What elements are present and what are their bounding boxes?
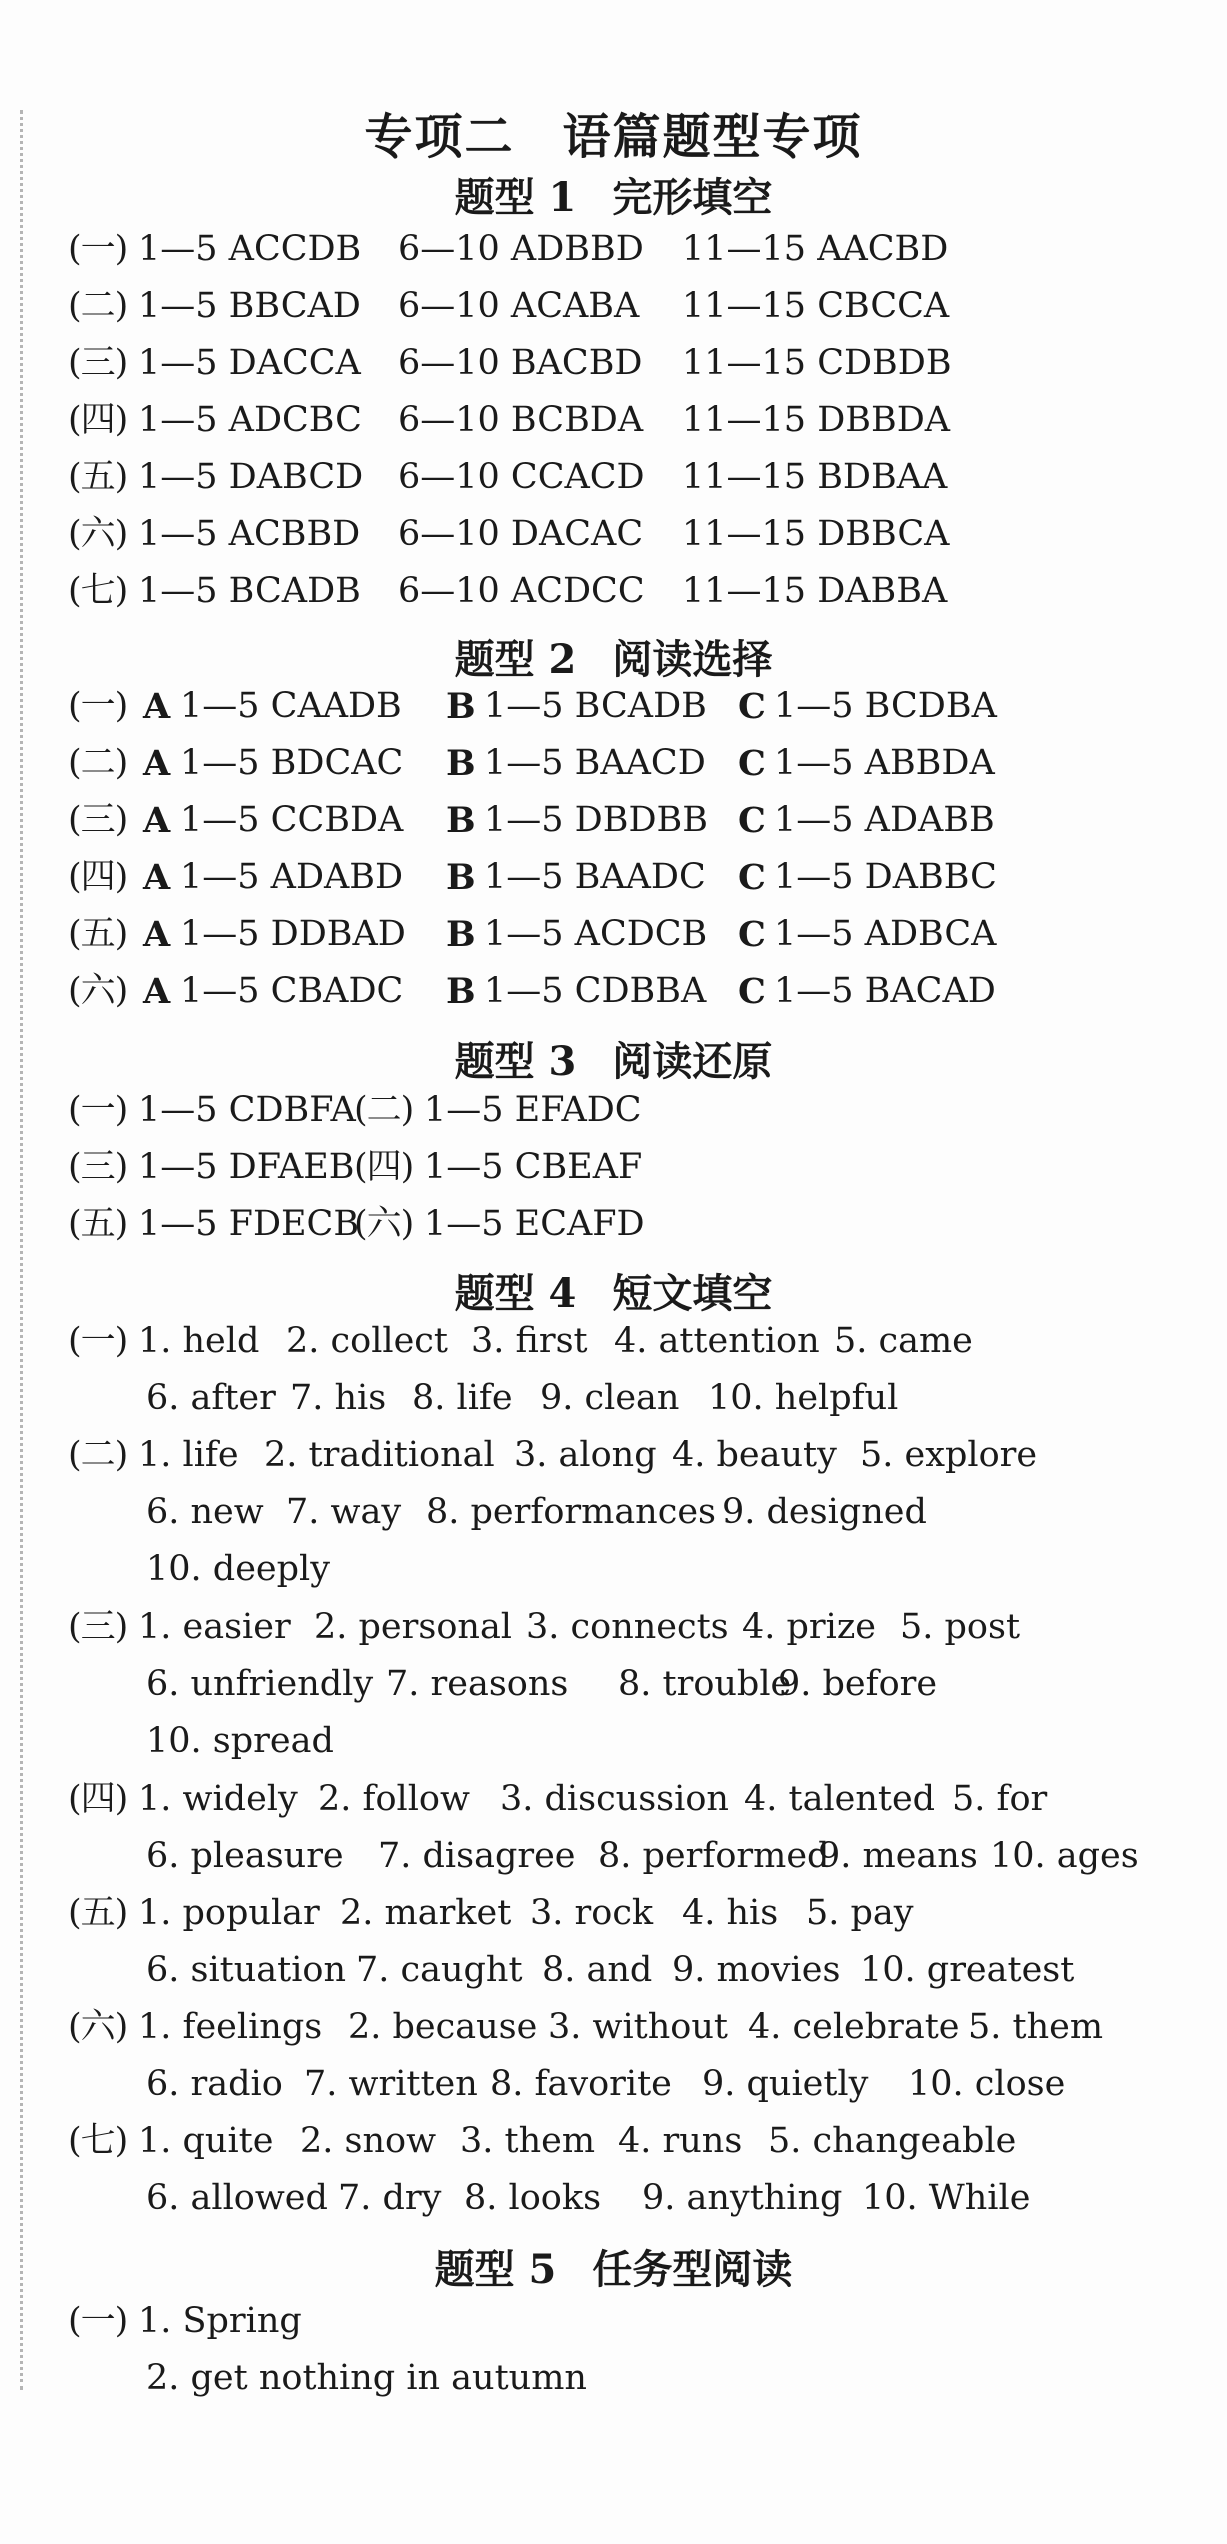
section-4-line: (一) 1. held 2. collect 3. first 4. attention 5. came: [68, 1321, 973, 1361]
section-3-row: (三) 1—5 DFAEB (四) 1—5 CBEAF: [68, 1147, 643, 1187]
section-1-heading: 题型 1 完形填空: [454, 174, 773, 221]
section-4-line: 6. allowed 7. dry 8. looks 9. anything 10. While: [146, 2178, 1031, 2218]
section-2-row: (一) A 1—5 CAADB B 1—5 BCADB C 1—5 BCDBA: [68, 686, 997, 727]
section-1-row: (五) 1—5 DABCD 6—10 CCACD 11—15 BDBAA: [68, 457, 948, 497]
section-4-line: 6. after 7. his 8. life 9. clean 10. helpful: [146, 1378, 899, 1418]
section-4-line: 10. spread: [146, 1721, 334, 1761]
section-5-line: 2. get nothing in autumn: [146, 2358, 587, 2398]
section-4-line: 6. situation 7. caught 8. and 9. movies 10. greatest: [146, 1950, 1075, 1990]
title-left: 专项二: [364, 109, 515, 165]
section-4-line: (二) 1. life 2. traditional 3. along 4. beauty 5. explore: [68, 1435, 1038, 1475]
section-4-line: 6. radio 7. written 8. favorite 9. quietly 10. close: [146, 2064, 1066, 2104]
section-1-row: (三) 1—5 DACCA 6—10 BACBD 11—15 CDBDB: [68, 343, 952, 383]
section-2-row: (四) A 1—5 ADABD B 1—5 BAADC C 1—5 DABBC: [68, 857, 997, 898]
section-4-line: (七) 1. quite 2. snow 3. them 4. runs 5. changeable: [68, 2121, 1017, 2161]
section-1-row: (七) 1—5 BCADB 6—10 ACDCC 11—15 DABBA: [68, 571, 948, 611]
section-5-heading: 题型 5 任务型阅读: [434, 2246, 793, 2293]
section-4-line: (三) 1. easier 2. personal 3. connects 4. prize 5. post: [68, 1607, 1021, 1647]
title-right: 语篇题型专项: [562, 109, 863, 165]
section-2-row: (六) A 1—5 CBADC B 1—5 CDBBA C 1—5 BACAD: [68, 971, 996, 1012]
section-4-line: (六) 1. feelings 2. because 3. without 4. celebrate 5. them: [68, 2007, 1104, 2047]
section-2-row: (二) A 1—5 BDCAC B 1—5 BAACD C 1—5 ABBDA: [68, 743, 995, 784]
section-4-line: 6. new 7. way 8. performances 9. designed: [146, 1492, 927, 1532]
section-1-row: (六) 1—5 ACBBD 6—10 DACAC 11—15 DBBCA: [68, 514, 950, 554]
section-1-row: (一) 1—5 ACCDB 6—10 ADBBD 11—15 AACBD: [68, 229, 949, 269]
section-2-row: (三) A 1—5 CCBDA B 1—5 DBDBB C 1—5 ADABB: [68, 800, 995, 841]
section-4-line: 6. unfriendly 7. reasons 8. trouble 9. before: [146, 1664, 938, 1704]
section-2-row: (五) A 1—5 DDBAD B 1—5 ACDCB C 1—5 ADBCA: [68, 914, 997, 955]
section-3-row: (一) 1—5 CDBFA (二) 1—5 EFADC: [68, 1090, 642, 1130]
binding-margin-dotted-line: [20, 110, 23, 2390]
section-4-heading: 题型 4 短文填空: [454, 1270, 773, 1317]
section-4-line: (五) 1. popular 2. market 3. rock 4. his 5. pay: [68, 1893, 914, 1933]
section-1-row: (四) 1—5 ADCBC 6—10 BCBDA 11—15 DBBDA: [68, 400, 951, 440]
section-4-line: 6. pleasure 7. disagree 8. performed 9. means 10. ages: [146, 1836, 1139, 1876]
section-4-line: 10. deeply: [146, 1549, 330, 1589]
section-5-line: (一) 1. Spring: [68, 2301, 302, 2341]
section-3-row: (五) 1—5 FDECB (六) 1—5 ECAFD: [68, 1204, 645, 1244]
section-3-heading: 题型 3 阅读还原: [454, 1038, 773, 1085]
section-1-row: (二) 1—5 BBCAD 6—10 ACABA 11—15 CBCCA: [68, 286, 950, 326]
section-4-line: (四) 1. widely 2. follow 3. discussion 4. talented 5. for: [68, 1779, 1048, 1819]
page-title: [0, 98, 1227, 167]
section-2-heading: 题型 2 阅读选择: [454, 636, 773, 683]
